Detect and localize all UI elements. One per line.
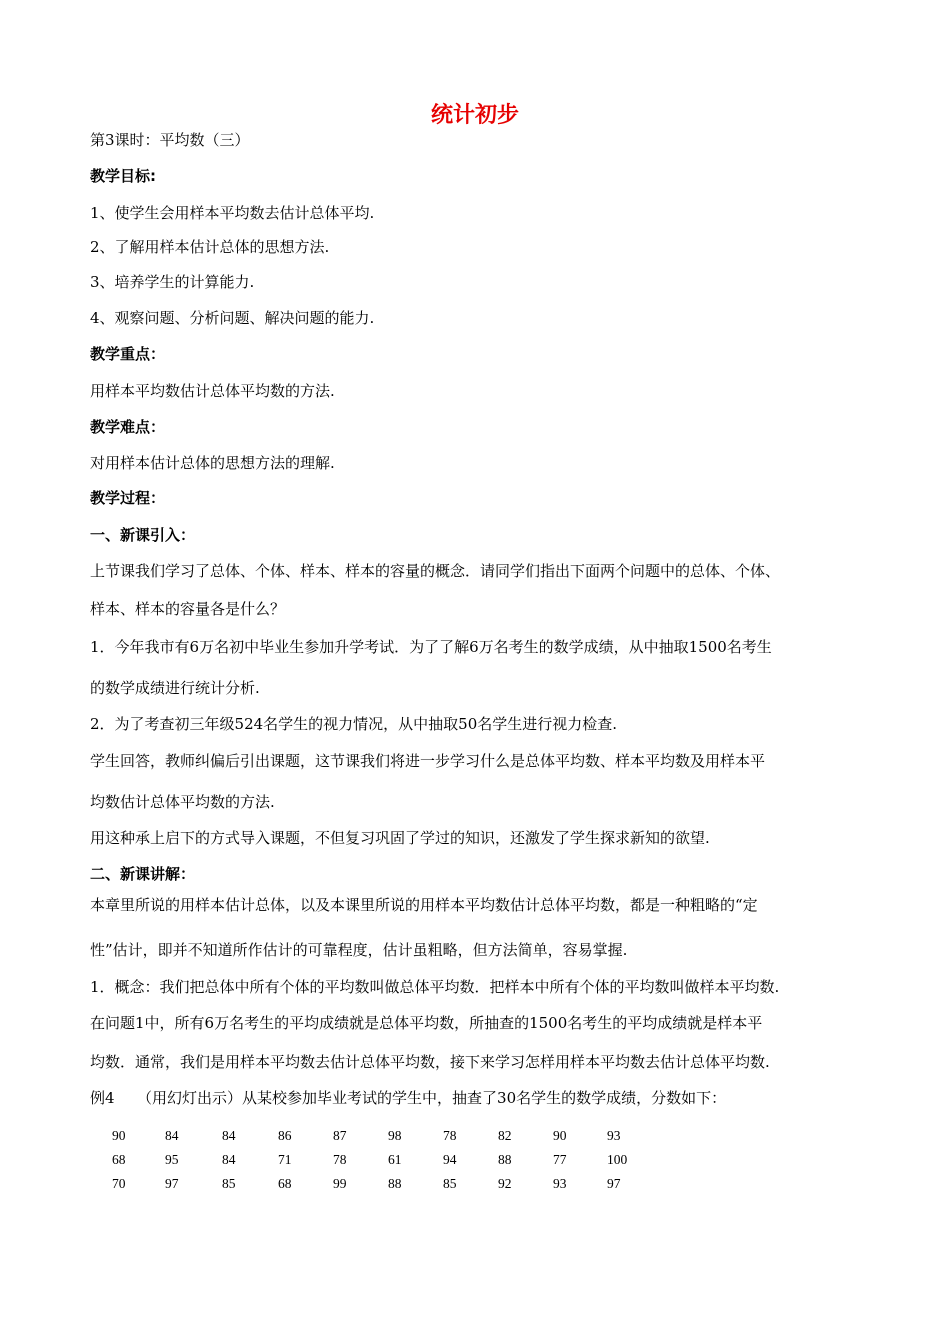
score-cell: 97 bbox=[607, 1176, 621, 1191]
section1-heading: 一、新课引入： bbox=[90, 526, 196, 544]
example-4-text: 例4 （用幻灯出示）从某校参加毕业考试的学生中，抽查了30名学生的数学成绩，分数如下： bbox=[90, 1089, 727, 1107]
key-text: 用样本平均数估计总体平均数的方法. bbox=[90, 382, 335, 400]
score-cell: 94 bbox=[443, 1152, 457, 1167]
score-cell: 99 bbox=[333, 1176, 347, 1191]
concept-paragraph: 均数．通常，我们是用样本平均数去估计总体平均数，接下来学习怎样用样本平均数去估计总体平均数. bbox=[90, 1053, 770, 1071]
question-1: 1．今年我市有6万名初中毕业生参加升学考试．为了了解6万名考生的数学成绩，从中抽取1500名考生 bbox=[90, 638, 772, 656]
score-cell: 77 bbox=[553, 1152, 567, 1167]
method-paragraph: 用这种承上启下的方式导入课题，不但复习巩固了学过的知识，还激发了学生探求新知的欲望. bbox=[90, 829, 710, 847]
score-cell: 85 bbox=[222, 1176, 236, 1191]
concept-paragraph: 1．概念：我们把总体中所有个体的平均数叫做总体平均数．把样本中所有个体的平均数叫做样本平均数. bbox=[90, 978, 780, 996]
score-cell: 90 bbox=[553, 1128, 567, 1143]
answer-paragraph: 均数估计总体平均数的方法. bbox=[90, 793, 275, 811]
goal-item: 2、了解用样本估计总体的思想方法. bbox=[90, 238, 330, 256]
goal-item: 3、培养学生的计算能力. bbox=[90, 273, 255, 291]
question-1: 的数学成绩进行统计分析. bbox=[90, 679, 260, 697]
section2-heading: 二、新课讲解： bbox=[90, 865, 196, 883]
answer-paragraph: 学生回答，教师纠偏后引出课题，这节课我们将进一步学习什么是总体平均数、样本平均数及用样本平 bbox=[90, 752, 766, 770]
score-cell: 88 bbox=[498, 1152, 512, 1167]
score-cell: 71 bbox=[278, 1152, 292, 1167]
concept-paragraph: 在问题1中，所有6万名考生的平均成绩就是总体平均数，所抽查的1500名考生的平均成绩就是样本平 bbox=[90, 1014, 763, 1032]
score-cell: 84 bbox=[165, 1128, 179, 1143]
process-heading: 教学过程： bbox=[90, 489, 166, 507]
intro-paragraph: 上节课我们学习了总体、个体、样本、样本的容量的概念．请同学们指出下面两个问题中的总体、个体、 bbox=[90, 562, 781, 580]
score-cell: 87 bbox=[333, 1128, 347, 1143]
score-cell: 78 bbox=[333, 1152, 347, 1167]
difficulty-heading: 教学难点： bbox=[90, 418, 166, 436]
score-cell: 61 bbox=[388, 1152, 402, 1167]
score-cell: 68 bbox=[278, 1176, 292, 1191]
question-2: 2．为了考查初三年级524名学生的视力情况，从中抽取50名学生进行视力检查. bbox=[90, 715, 618, 733]
score-cell: 70 bbox=[112, 1176, 126, 1191]
explain-paragraph: 性”估计，即并不知道所作估计的可靠程度，估计虽粗略，但方法简单，容易掌握. bbox=[90, 941, 628, 959]
goals-heading: 教学目标: bbox=[90, 167, 156, 185]
intro-paragraph: 样本、样本的容量各是什么？ bbox=[90, 600, 286, 618]
score-cell: 84 bbox=[222, 1128, 236, 1143]
score-cell: 90 bbox=[112, 1128, 126, 1143]
score-cell: 93 bbox=[607, 1128, 621, 1143]
score-cell: 68 bbox=[112, 1152, 126, 1167]
score-cell: 97 bbox=[165, 1176, 179, 1191]
difficulty-text: 对用样本估计总体的思想方法的理解. bbox=[90, 454, 335, 472]
score-cell: 88 bbox=[388, 1176, 402, 1191]
score-cell: 84 bbox=[222, 1152, 236, 1167]
score-cell: 92 bbox=[498, 1176, 512, 1191]
goal-item: 4、观察问题、分析问题、解决问题的能力. bbox=[90, 309, 375, 327]
key-heading: 教学重点： bbox=[90, 345, 166, 363]
score-cell: 98 bbox=[388, 1128, 402, 1143]
document-title: 统计初步 bbox=[430, 103, 519, 128]
score-cell: 100 bbox=[607, 1152, 628, 1167]
score-cell: 86 bbox=[278, 1128, 292, 1143]
lesson-subtitle: 第3课时：平均数（三） bbox=[90, 131, 250, 149]
score-cell: 93 bbox=[553, 1176, 567, 1191]
score-cell: 78 bbox=[443, 1128, 457, 1143]
score-cell: 85 bbox=[443, 1176, 457, 1191]
score-cell: 95 bbox=[165, 1152, 179, 1167]
goal-item: 1、使学生会用样本平均数去估计总体平均. bbox=[90, 204, 375, 222]
explain-paragraph: 本章里所说的用样本估计总体，以及本课里所说的用样本平均数估计总体平均数，都是一种粗略的“定 bbox=[90, 896, 758, 914]
score-cell: 82 bbox=[498, 1128, 512, 1143]
